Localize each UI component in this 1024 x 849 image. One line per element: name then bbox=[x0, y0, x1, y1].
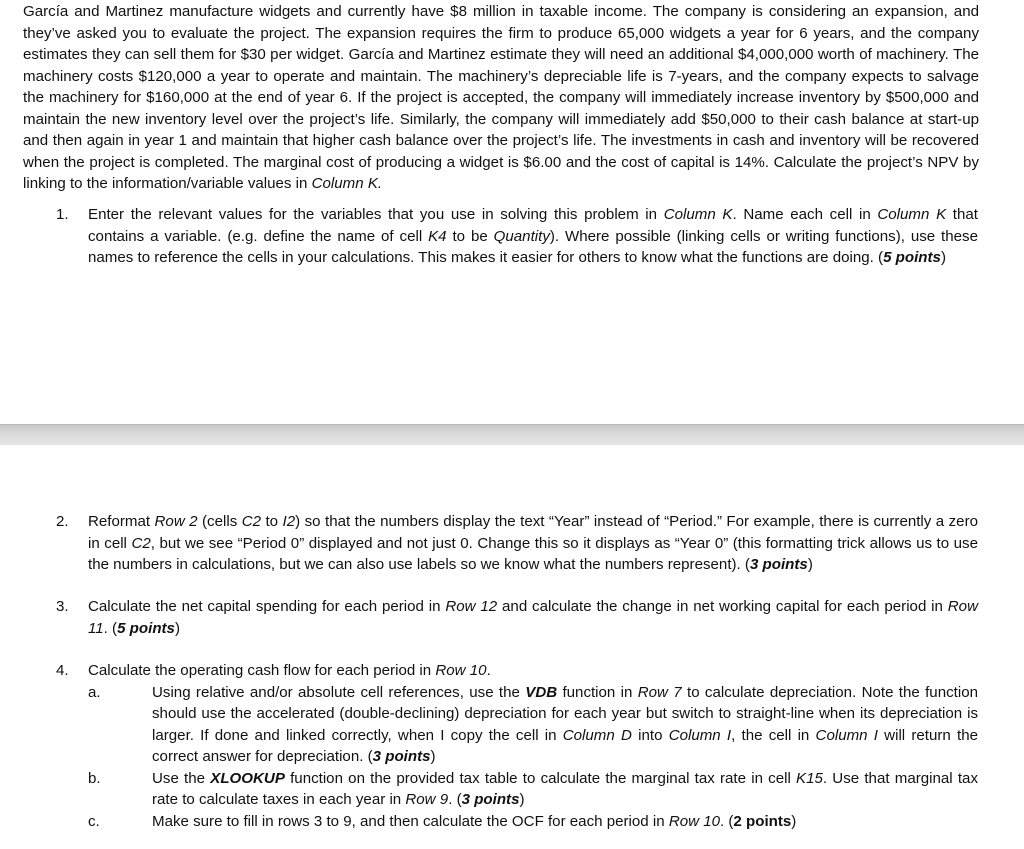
text-run: . bbox=[486, 662, 491, 679]
text-run: Column K bbox=[663, 206, 733, 223]
text-run: 3 points bbox=[372, 748, 431, 765]
text-run: , the cell in bbox=[731, 726, 816, 744]
sub-item-text bbox=[152, 682, 978, 768]
text-run: 3 points bbox=[749, 556, 808, 573]
sub-item-letter: c. bbox=[88, 812, 100, 830]
text-run: Reformat bbox=[88, 513, 155, 530]
text-run: that contains a variable. (e.g. define the name of cell bbox=[88, 206, 978, 245]
text-run: . ( bbox=[448, 791, 462, 808]
document-page-1 bbox=[0, 0, 1024, 424]
text-run: Using relative and/or absolute cell references, use the bbox=[152, 683, 526, 701]
item-number: 2. bbox=[56, 513, 69, 530]
item-text bbox=[88, 511, 978, 576]
text-run: C2 bbox=[241, 513, 262, 530]
sub-item-letter: a. bbox=[88, 683, 101, 701]
instruction-item-2 bbox=[56, 511, 978, 576]
text-run: ) bbox=[174, 619, 180, 637]
sub-item-text bbox=[152, 768, 978, 811]
text-run: to bbox=[261, 513, 283, 530]
problem-intro-paragraph bbox=[23, 1, 979, 195]
text-run: Row 12 bbox=[445, 598, 498, 615]
text-run: and calculate the change in net working capital for each period in bbox=[497, 598, 948, 615]
text-run: C2 bbox=[131, 534, 151, 552]
text-run: 2 points bbox=[733, 812, 792, 830]
text-run: ) bbox=[940, 249, 946, 266]
text-run: to calculate depreciation. Note the function should use the accelerated (double-declining) depreciation for each year but switch to straight-line when its depreciation is larger. If done and linked correctly, when I copy the cell in bbox=[152, 683, 978, 744]
text-run: Column D bbox=[562, 726, 632, 744]
text-run: ) bbox=[430, 748, 436, 765]
sub-item-a bbox=[88, 682, 978, 768]
item-text bbox=[88, 596, 978, 639]
text-run: to be bbox=[446, 227, 494, 245]
text-run: VDB bbox=[525, 683, 558, 701]
text-run: . Name each cell in bbox=[732, 206, 878, 223]
text-run: Enter the relevant values for the variables that you use in solving this problem in bbox=[88, 206, 664, 223]
text-run: K4 bbox=[428, 227, 447, 245]
intro-column-k: Column K. bbox=[311, 175, 383, 192]
instruction-item-4 bbox=[56, 660, 978, 832]
document-page-2 bbox=[0, 445, 1024, 849]
text-run: Row 10 bbox=[668, 812, 720, 830]
text-run: Row 11 bbox=[88, 598, 978, 637]
item-text bbox=[88, 204, 978, 269]
item-number: 3. bbox=[56, 598, 69, 615]
text-run: . ( bbox=[720, 812, 734, 830]
intro-text: García and Martinez manufacture widgets and currently have $8 million in taxable income. The company is considering an expansion, and they’ve asked you to evaluate the project. The expansion requires the firm to produce 65,000 widgets a year for 6 years, and the company estimates they can sell them for $30 per widget. García and Martinez estimate they will need an additional $4,000,000 worth of machinery. The machinery costs $120,000 a year to operate and maintain. The machinery’s depreciable life is 7-years, and the company expects to salvage the machinery for $160,000 at the end of year 6. If the project is accepted, the company will immediately increase inventory by $500,000 and maintain the new inventory level over the project’s life. Similarly, the company will immediately add $50,000 to their cash balance at start-up and then again in year 1 and maintain that higher cash balance over the project’s life. The investments in cash and inventory will be recovered when the project is completed. The marginal cost of producing a widget is $6.00 and the cost of capital is 14%. Calculate the project’s NPV by linking to the information/variable values in bbox=[23, 3, 979, 192]
text-run: Column K bbox=[877, 206, 947, 223]
text-run: K15 bbox=[796, 769, 823, 787]
text-run: ) bbox=[791, 812, 797, 830]
text-run: . Use that marginal tax rate to calculate taxes in each year in bbox=[152, 769, 978, 808]
text-run: ). Where possible (linking cells or writing functions), use these names to reference the cells in your calculations. This makes it easier for others to know what the functions are doing. ( bbox=[88, 227, 978, 266]
text-run: Row 10 bbox=[435, 662, 487, 679]
sub-item-b bbox=[88, 768, 978, 811]
text-run: Column I bbox=[815, 726, 878, 744]
text-run: I2 bbox=[282, 513, 296, 530]
text-run: will return the correct answer for depreciation. ( bbox=[152, 726, 978, 765]
text-run: Quantity bbox=[493, 227, 550, 245]
text-run: XLOOKUP bbox=[210, 769, 285, 787]
text-run: Calculate the net capital spending for each period in bbox=[88, 598, 446, 615]
text-run: Use the bbox=[152, 769, 211, 787]
text-run: (cells bbox=[197, 513, 242, 530]
item-number: 4. bbox=[56, 662, 69, 679]
sub-item-c bbox=[88, 811, 978, 833]
page-break bbox=[0, 424, 1024, 446]
text-run: ) so that the numbers display the text “Year” instead of “Period.” For example, there is currently a zero in cell bbox=[88, 513, 978, 552]
text-run: . ( bbox=[103, 619, 118, 637]
text-run: 5 points bbox=[117, 619, 175, 637]
text-run: Make sure to fill in rows 3 to 9, and then calculate the OCF for each period in bbox=[152, 812, 669, 830]
text-run: 3 points bbox=[461, 791, 520, 808]
instruction-item-1 bbox=[56, 204, 978, 269]
item-number: 1. bbox=[56, 206, 69, 223]
instruction-item-3 bbox=[56, 596, 978, 639]
sub-item-letter: b. bbox=[88, 769, 101, 787]
text-run: ) bbox=[807, 556, 813, 573]
text-run: 5 points bbox=[883, 249, 941, 266]
text-run: function in bbox=[557, 683, 638, 701]
text-run: Row 7 bbox=[637, 683, 682, 701]
item-text bbox=[88, 660, 978, 682]
text-run: ) bbox=[519, 791, 525, 808]
text-run: , but we see “Period 0” displayed and not just 0. Change this so it displays as “Year 0” (this formatting trick allows us to use the numbers in calculations, but we can also use labels so we know what the numbers represent). ( bbox=[88, 534, 978, 573]
text-run: Row 9 bbox=[405, 791, 449, 808]
text-run: Calculate the operating cash flow for each period in bbox=[88, 662, 436, 679]
text-run: Row 2 bbox=[154, 513, 198, 530]
sub-item-text bbox=[152, 811, 978, 833]
text-run: Column I bbox=[668, 726, 732, 744]
text-run: function on the provided tax table to calculate the marginal tax rate in cell bbox=[284, 769, 797, 787]
text-run: into bbox=[631, 726, 669, 744]
